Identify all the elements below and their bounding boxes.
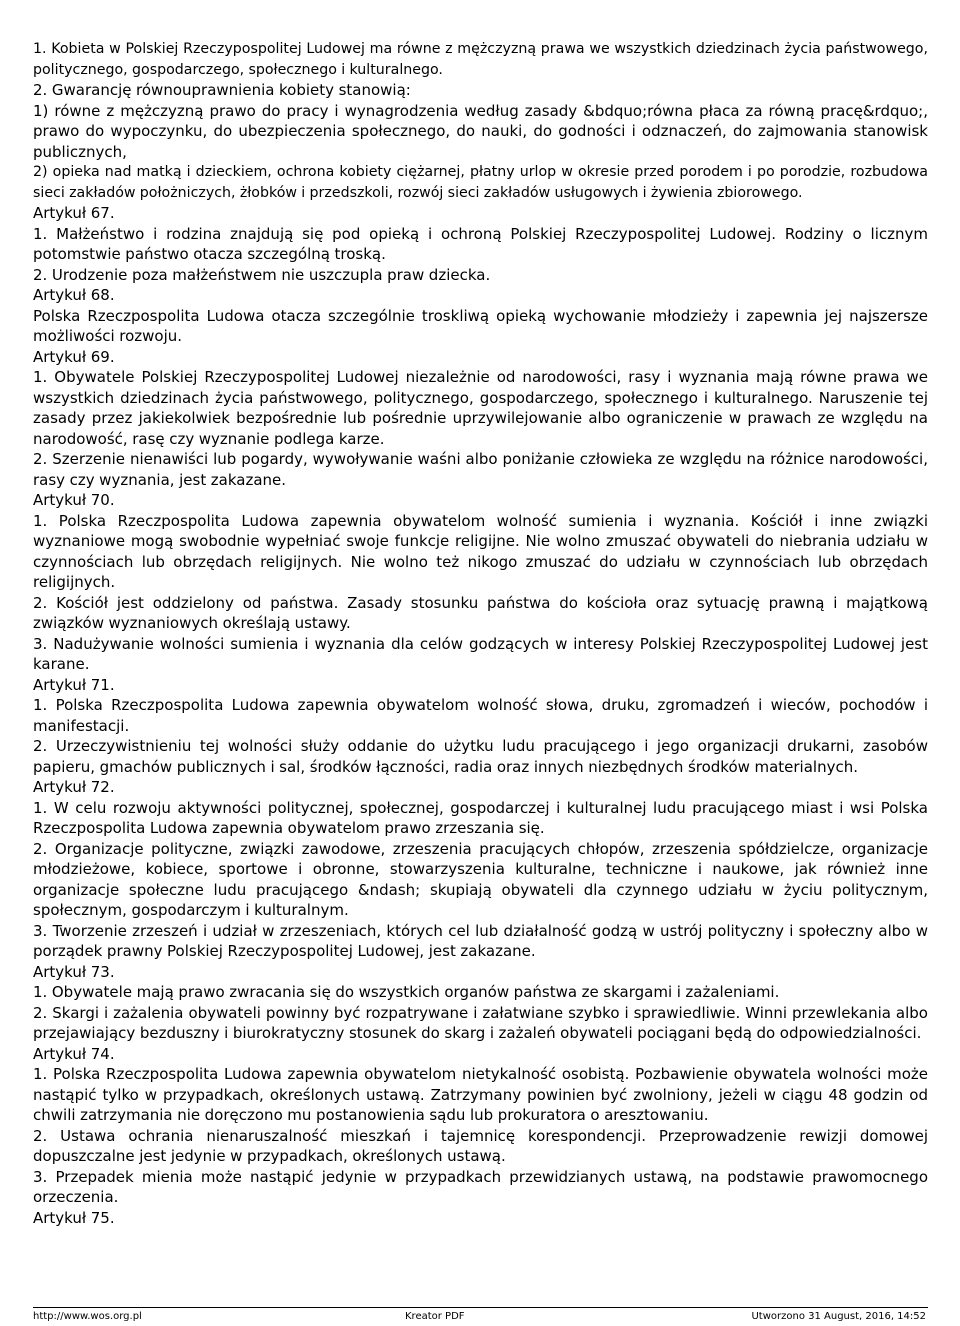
paragraph: 1. W celu rozwoju aktywności politycznej, społecznej, gospodarczej i kulturalnej ludu pracującego miast i wsi Polska Rzeczpospolita Ludowa zapewnia obywatelom prawo zrzeszania się. [33, 798, 928, 837]
paragraph: 1. Polska Rzeczpospolita Ludowa zapewnia obywatelom wolność sumienia i wyznania. Kościół i inne związki wyznaniowe mogą swobodnie wypełniać swoje funkcje religijne. Nie wolno zmuszać obywateli do niebrania udziału w czynnościach lub obrzędach religijnych. Nie wolno też nikogo zmuszać do udziału w czynnościach lub obrzędach religijnych. [33, 511, 928, 591]
page-footer [33, 1307, 928, 1326]
paragraph: 2. Skargi i zażalenia obywateli powinny być rozpatrywane i załatwiane szybko i sprawiedliwie. Winni przewlekania albo przejawiający bezduszny i biurokratyczny stosunek do skarg i zażaleń obywateli pociągani będą do odpowiedzialności. [33, 1003, 928, 1042]
article-heading: Artykuł 72. [33, 778, 115, 796]
paragraph: 2. Szerzenie nienawiści lub pogardy, wywoływanie waśni albo poniżanie człowieka ze względu na różnice narodowości, rasy czy wyznania, jest zakazane. [33, 450, 928, 489]
article-heading: Artykuł 74. [33, 1044, 115, 1063]
paragraph: 2. Kościół jest oddzielony od państwa. Zasady stosunku państwa do kościoła oraz sytuację prawną i majątkową związków wyznaniowych określają ustawy. [33, 593, 928, 632]
paragraph: 3. Tworzenie zrzeszeń i udział w zrzeszeniach, których cel lub działalność godzą w ustrój polityczny i społeczny albo w porządek prawny Polskiej Rzeczypospolitej Ludowej, jest zakazane. [33, 921, 928, 960]
paragraph: 2) opieka nad matką i dzieckiem, ochrona kobiety ciężarnej, płatny urlop w okresie przed porodem i po porodzie, rozbudowa sieci zakładów położniczych, żłobków i przedszkoli, rozwój sieci zakładów usługowych i żywienia zbiorowego. [33, 164, 928, 201]
paragraph: 1) równe z mężczyzną prawo do pracy i wynagrodzenia według zasady &bdquo;równa płaca za równą pracę&rdquo;, prawo do wypoczynku, do ubezpieczenia społecznego, do nauki, do godności i odznaczeń, do zajmowania stanowisk publicznych, [33, 101, 928, 161]
article-heading: Artykuł 75. [33, 1208, 115, 1227]
document-body [33, 39, 928, 1228]
paragraph: Polska Rzeczpospolita Ludowa otacza szczególnie troskliwą opieką wychowanie młodzieży i zapewnia jej najszersze możliwości rozwoju. [33, 306, 928, 345]
article-heading: Artykuł 67. [33, 204, 115, 222]
paragraph: 3. Przepadek mienia może nastąpić jedynie w przypadkach przewidzianych ustawą, na podstawie prawomocnego orzeczenia. [33, 1167, 928, 1206]
article-heading: Artykuł 68. [33, 286, 115, 304]
paragraph: 2. Urodzenie poza małżeństwem nie uszczupla praw dziecka. [33, 265, 491, 284]
paragraph: 2. Organizacje polityczne, związki zawodowe, zrzeszenia pracujących chłopów, zrzeszenia spółdzielcze, organizacje młodzieżowe, kobiece, sportowe i obronne, stowarzyszenia kulturalne, techniczne i naukowe, jak również inne organizacje społeczne ludu pracującego &ndash; skupiają obywateli dla czynnego udziału w życiu politycznym, społecznym, gospodarczym i kulturalnym. [33, 839, 928, 919]
paragraph: 1. Polska Rzeczpospolita Ludowa zapewnia obywatelom wolność słowa, druku, zgromadzeń i wieców, pochodów i manifestacji. [33, 696, 928, 735]
paragraph: 1. Obywatele mają prawo zwracania się do wszystkich organów państwa ze skargami i zażaleniami. [33, 983, 780, 1001]
paragraph: 1. Kobieta w Polskiej Rzeczypospolitej Ludowej ma równe z mężczyzną prawa we wszystkich dziedzinach życia państwowego, politycznego, gospodarczego, społecznego i kulturalnego. [33, 41, 928, 78]
paragraph: 1. Polska Rzeczpospolita Ludowa zapewnia obywatelom nietykalność osobistą. Pozbawienie obywatela wolności może nastąpić tylko w przypadkach, określonych ustawą. Zatrzymany powinien być zwolniony, jeżeli w ciągu 48 godzin od chwili zatrzymania nie doręczono mu postanowienia sądu lub prokuratora o aresztowaniu. [33, 1065, 928, 1124]
paragraph: 2. Ustawa ochrania nienaruszalność mieszkań i tajemnicę korespondencji. Przeprowadzenie rewizji domowej dopuszczalne jest jedynie w przypadkach, określonych ustawą. [33, 1126, 928, 1165]
article-heading: Artykuł 71. [33, 675, 115, 694]
paragraph: 2. Urzeczywistnieniu tej wolności służy oddanie do użytku ludu pracującego i jego organizacji drukarni, zasobów papieru, gmachów publicznych i sal, środków łączności, radia oraz innych niezbędnych środków materialnych. [33, 737, 928, 776]
article-heading: Artykuł 73. [33, 962, 115, 981]
article-heading: Artykuł 70. [33, 491, 115, 509]
paragraph: 1. Małżeństwo i rodzina znajdują się pod opieką i ochroną Polskiej Rzeczypospolitej Ludowej. Rodziny o licznym potomstwie państwo otacza szczególną troską. [33, 224, 928, 263]
footer-url-link[interactable]: http://www.wos.org.pl [33, 1311, 142, 1322]
footer-created-date: Utworzono 31 August, 2016, 14:52 [751, 1311, 926, 1322]
article-heading: Artykuł 69. [33, 347, 115, 366]
paragraph: 3. Nadużywanie wolności sumienia i wyznania dla celów godzących w interesy Polskiej Rzeczypospolitej Ludowej jest karane. [33, 634, 928, 673]
paragraph: 2. Gwarancję równouprawnienia kobiety stanowią: [33, 81, 411, 99]
footer-creator: Kreator PDF [405, 1311, 465, 1322]
paragraph: 1. Obywatele Polskiej Rzeczypospolitej Ludowej niezależnie od narodowości, rasy i wyznania mają równe prawa we wszystkich dziedzinach życia państwowego, politycznego, gospodarczego, społecznego i kulturalnego. Naruszenie tej zasady przez jakiekolwiek bezpośrednie lub pośrednie uprzywilejowanie albo ograniczenie w prawach ze względu na narodowość, rasę czy wyznanie podlega karze. [33, 368, 928, 448]
